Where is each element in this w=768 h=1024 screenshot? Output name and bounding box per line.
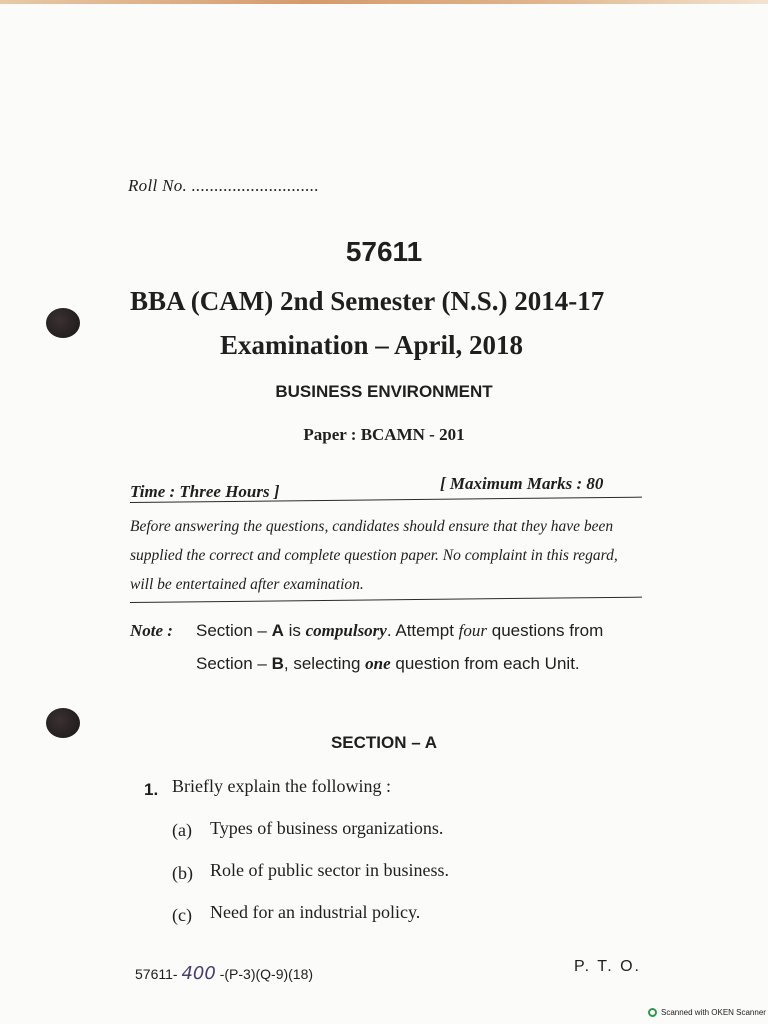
question-text: Briefly explain the following : [172, 776, 391, 796]
footer-code-suffix: -(P-3)(Q-9)(18) [215, 966, 314, 982]
subpart-label: (c) [172, 905, 192, 925]
note-compulsory: compulsory [305, 621, 387, 640]
time-allowed: Time : Three Hours ] [130, 482, 280, 501]
punch-hole-top [46, 308, 80, 338]
subpart-label: (b) [172, 863, 193, 883]
subpart-text: Need for an industrial policy. [210, 902, 421, 922]
exam-title: Examination – April, 2018 [220, 330, 524, 360]
note-seg: Section – [196, 621, 272, 640]
paper-top-edge [0, 0, 768, 4]
handwritten-count: 400 [181, 963, 216, 984]
scanner-watermark [648, 1008, 766, 1017]
subpart-text: Role of public sector in business. [210, 860, 449, 880]
note-seg: is [283, 621, 306, 640]
note-section-b: B [271, 654, 284, 673]
subpart-label: (a) [172, 820, 192, 840]
maximum-marks: [ Maximum Marks : 80 [440, 474, 604, 493]
note-one: one [365, 654, 391, 673]
note-seg: , selecting [283, 654, 366, 673]
note-seg: questions from Section – [196, 621, 604, 673]
note-four: four [458, 621, 488, 640]
note-seg: . Attempt [386, 621, 459, 640]
roll-number-field: Roll No. ............................ [128, 176, 320, 195]
course-title: BBA (CAM) 2nd Semester (N.S.) 2014-17 [130, 286, 605, 316]
scanner-logo-icon [648, 1008, 657, 1017]
paper-code: 57611 [345, 236, 423, 267]
footer-code-prefix: 57611- [135, 966, 178, 982]
instructions: Before answering the questions, candidates should ensure that they have been supplied the correct and complete question paper. No complaint in this regard, will be entertained after examination. [130, 518, 618, 593]
question-number: 1. [144, 780, 159, 799]
note-label: Note : [130, 621, 173, 640]
subpart-text: Types of business organizations. [210, 818, 444, 838]
section-heading: SECTION – A [330, 733, 438, 752]
note-section-a: A [271, 621, 284, 640]
page-turn-over: P. T. O. [574, 958, 641, 975]
scanner-text: Scanned with OKEN Scanner [661, 1008, 766, 1017]
paper-id: Paper : BCAMN - 201 [303, 425, 465, 444]
footer-code [135, 963, 313, 984]
note-text [196, 614, 646, 680]
subject-heading: BUSINESS ENVIRONMENT [275, 382, 493, 401]
note-seg: question from each Unit. [390, 654, 580, 673]
